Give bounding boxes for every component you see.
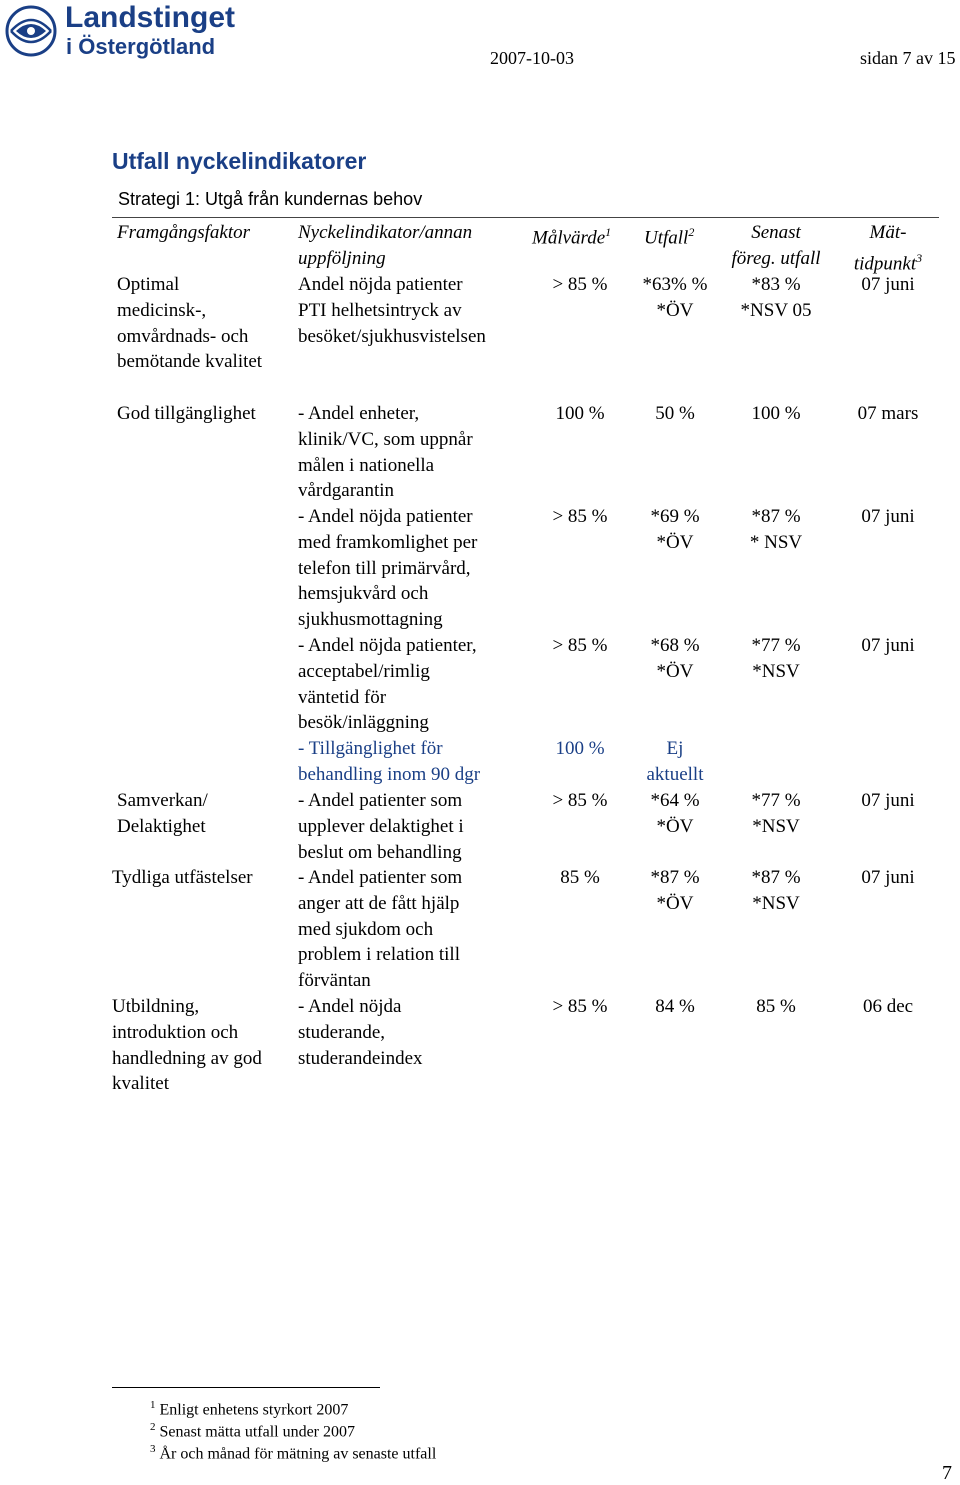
cell-previous: *87 % *NSV — [751, 867, 801, 914]
cell-factor: Tydliga utfästelser — [112, 867, 253, 888]
cell-measure: 07 juni — [861, 790, 915, 811]
col-header-previous: Senast föreg. utfall — [731, 222, 821, 269]
cell-outcome: *87 % *ÖV — [650, 867, 700, 914]
cell-previous: *83 % *NSV 05 — [740, 274, 812, 321]
logo-text-line2: i Östergötland — [66, 34, 216, 59]
col-header-outcome-label: Utfall — [644, 227, 689, 249]
footnote-3 — [150, 1439, 436, 1464]
header-date: 2007-10-03 — [490, 48, 574, 68]
col-header-measure-label: Mät- tidpunkt — [853, 222, 917, 275]
logo-text-line1: Landstinget — [65, 1, 235, 34]
cell-measure: 07 juni — [861, 867, 915, 888]
cell-outcome: 50 % — [655, 403, 695, 424]
cell-outcome: Ej aktuellt — [646, 738, 704, 785]
cell-previous: 85 % — [756, 996, 796, 1017]
cell-factor: Utbildning, introduktion och handledning av god kvalitet — [112, 996, 262, 1095]
col-header-outcome — [644, 220, 694, 251]
cell-outcome: *63% % *ÖV — [642, 274, 708, 321]
cell-measure: 06 dec — [862, 996, 914, 1017]
cell-previous: *77 % *NSV — [751, 635, 801, 682]
cell-indicator: - Andel nöjda studerande, studerandeindex — [298, 996, 423, 1069]
cell-measure: 07 juni — [861, 635, 915, 656]
cell-outcome: *64 % *ÖV — [650, 790, 700, 837]
col-header-target-label: Målvärde — [532, 227, 606, 249]
footnote-ref-3: 3 — [916, 250, 923, 265]
cell-previous: 100 % — [751, 403, 801, 424]
page-number: 7 — [942, 1462, 952, 1484]
cell-indicator: - Andel patienter som upplever delaktighet i beslut om behandling — [298, 790, 464, 863]
cell-indicator: - Andel enheter, klinik/VC, som uppnår målen i nationella vårdgarantin — [298, 403, 473, 502]
col-header-indicator: Nyckelindikator/annan uppföljning — [298, 222, 473, 269]
footnote-3-text: År och månad för mätning av senaste utfall — [159, 1445, 437, 1463]
footnote-2-number: 2 — [150, 1421, 156, 1433]
footnote-ref-1: 1 — [605, 225, 612, 239]
cell-target: > 85 % — [552, 996, 608, 1017]
cell-target: > 85 % — [552, 506, 608, 527]
logo-emblem-icon — [2, 4, 60, 58]
cell-measure: 07 juni — [861, 274, 915, 295]
cell-outcome: 84 % — [655, 996, 695, 1017]
col-header-factor: Framgångsfaktor — [117, 222, 250, 243]
cell-target: 100 % — [555, 403, 605, 424]
cell-indicator: - Andel nöjda patienter med framkomlighet per telefon till primärvård, hemsjukvård och sjukhusmottagning — [298, 506, 478, 631]
cell-indicator: - Andel nöjda patienter, acceptabel/rimlig väntetid för besök/inläggning — [298, 635, 477, 734]
footnote-separator — [112, 1387, 380, 1388]
cell-target: 85 % — [560, 867, 600, 888]
cell-target: 100 % — [555, 738, 605, 759]
cell-previous: *77 % *NSV — [751, 790, 801, 837]
page-subtitle: Strategi 1: Utgå från kundernas behov — [118, 189, 423, 209]
cell-indicator: Andel nöjda patienter PTI helhetsintryck av besöket/sjukhusvistelsen — [298, 274, 486, 347]
page-title: Utfall nyckelindikatorer — [112, 148, 367, 174]
cell-outcome: *69 % *ÖV — [650, 506, 700, 553]
header-page: sidan 7 av 15 — [860, 48, 956, 68]
cell-measure: 07 juni — [861, 506, 915, 527]
cell-outcome: *68 % *ÖV — [650, 635, 700, 682]
footnote-ref-2: 2 — [688, 225, 695, 239]
footnote-3-number: 3 — [150, 1443, 156, 1455]
cell-previous: *87 % * NSV — [749, 506, 803, 553]
logo — [0, 0, 250, 62]
footnote-1-text: Enligt enhetens styrkort 2007 — [159, 1401, 349, 1419]
cell-target: > 85 % — [552, 274, 608, 295]
footnote-2-text: Senast mätta utfall under 2007 — [159, 1423, 356, 1441]
cell-indicator: - Andel patienter som anger att de fått hjälp med sjukdom och problem i relation till förväntan — [298, 867, 463, 992]
cell-target: > 85 % — [552, 790, 608, 811]
cell-factor: Samverkan/ Delaktighet — [117, 790, 208, 837]
footnote-1-number: 1 — [150, 1399, 156, 1411]
cell-factor: God tillgänglighet — [117, 403, 256, 424]
cell-factor: Optimal medicinsk-, omvårdnads- och bemötande kvalitet — [117, 274, 263, 373]
cell-measure: 07 mars — [857, 403, 919, 424]
col-header-measure — [838, 220, 938, 277]
cell-indicator: - Tillgänglighet för behandling inom 90 dgr — [298, 738, 481, 785]
col-header-target — [532, 220, 611, 251]
cell-target: > 85 % — [552, 635, 608, 656]
table-header-rule — [112, 217, 939, 218]
